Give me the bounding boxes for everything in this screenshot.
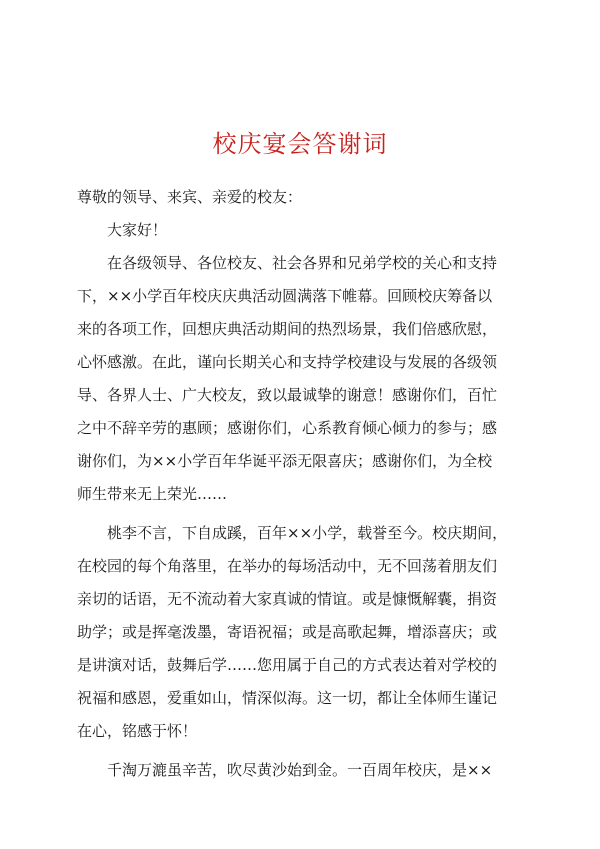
page-title: 校庆宴会答谢词	[212, 130, 388, 158]
paragraph-line: 桃李不言，下自成蹊，百年××小学，载誉至今。校庆期间，	[107, 524, 508, 542]
paragraph-line: 导、各界人士、广大校友，致以最诚挚的谢意！感谢你们，百忙	[77, 386, 498, 404]
paragraph-line: 心怀感激。在此，谨向长期关心和支持学校建设与发展的各级领	[77, 353, 498, 371]
paragraph-line: 在各级领导、各位校友、社会各界和兄弟学校的关心和支持	[107, 254, 498, 272]
paragraph-line: 助学；或是挥毫泼墨，寄语祝福；或是高歌起舞，增添喜庆；或	[77, 623, 498, 641]
paragraph-line: 师生带来无上荣光……	[77, 485, 228, 503]
paragraph-3	[77, 754, 525, 787]
paragraph-2	[77, 517, 525, 748]
paragraph-line: 来的各项工作，回想庆典活动期间的热烈场景，我们倍感欣慰，	[77, 320, 498, 338]
paragraph-line: 在心，铭感于怀！	[77, 722, 198, 740]
document-body	[77, 181, 525, 787]
paragraph-line: 是讲演对话，鼓舞后学……您用属于自己的方式表达着对学校的	[77, 656, 498, 674]
greeting-line: 大家好！	[107, 221, 168, 239]
paragraph-line: 在校园的每个角落里，在举办的每场活动中，无不回荡着朋友们	[77, 557, 498, 575]
salutation-line: 尊敬的领导、来宾、亲爱的校友：	[77, 188, 303, 206]
paragraph-line: 下，××小学百年校庆庆典活动圆满落下帷幕。回顾校庆筹备以	[77, 287, 493, 305]
paragraph-1	[77, 247, 525, 511]
paragraph-line: 千淘万漉虽辛苦，吹尽黄沙始到金。一百周年校庆，是××	[107, 761, 493, 779]
paragraph-line: 祝福和感恩，爱重如山，情深似海。这一切，都让全体师生谨记	[77, 689, 498, 707]
paragraph-line: 谢你们，为××小学百年华诞平添无限喜庆；感谢你们，为全校	[77, 452, 493, 470]
paragraph-line: 亲切的话语，无不流动着大家真诚的情谊。或是慷慨解囊，捐资	[77, 590, 498, 608]
paragraph-line: 之中不辞辛劳的惠顾；感谢你们，心系教育倾心倾力的参与；感	[77, 419, 498, 437]
